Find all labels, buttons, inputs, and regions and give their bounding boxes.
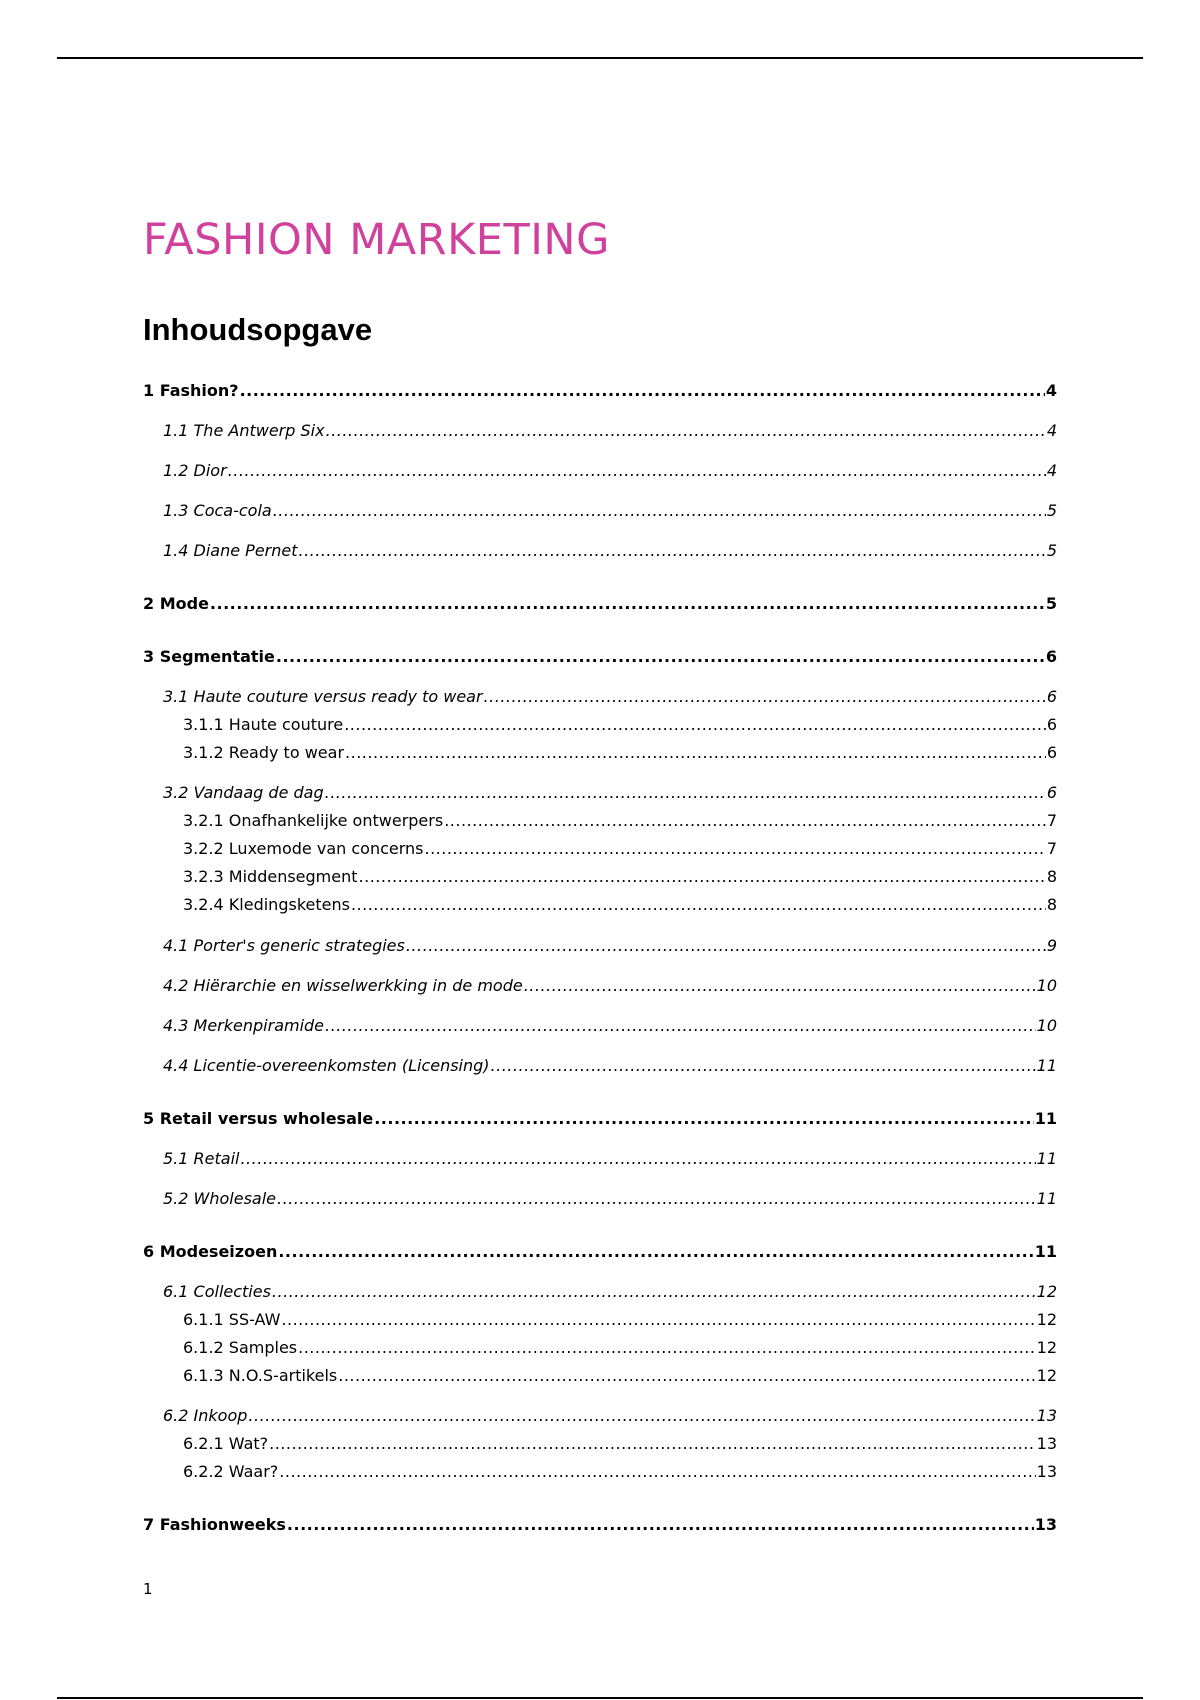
toc-dot-leader xyxy=(406,935,1046,957)
toc-entry-page: 7 xyxy=(1046,811,1057,830)
toc-dot-leader xyxy=(276,646,1045,668)
document-title: FASHION MARKETING xyxy=(143,215,610,265)
toc-entry-page: 11 xyxy=(1034,1109,1057,1128)
toc-entry-page: 9 xyxy=(1046,936,1057,955)
toc-entry-label: 3.2.2 Luxemode van concerns xyxy=(183,839,424,858)
toc-entry-page: 12 xyxy=(1036,1338,1057,1357)
toc-entry[interactable] xyxy=(143,1241,1057,1263)
toc-entry[interactable] xyxy=(183,894,1057,916)
toc-entry-label: 6 Modeseizoen xyxy=(143,1242,278,1261)
toc-entry-page: 4 xyxy=(1045,381,1057,400)
toc-entry-page: 12 xyxy=(1036,1310,1057,1329)
toc-dot-leader xyxy=(325,782,1046,804)
toc-entry[interactable] xyxy=(143,1108,1057,1130)
toc-dot-leader xyxy=(278,1241,1033,1263)
toc-entry-page: 12 xyxy=(1036,1282,1057,1301)
toc-entry-label: 3.2.3 Middensegment xyxy=(183,867,358,886)
toc-dot-leader xyxy=(359,866,1046,888)
toc-entry-page: 13 xyxy=(1036,1434,1057,1453)
toc-entry-label: 6.1.1 SS-AW xyxy=(183,1310,281,1329)
toc-entry[interactable] xyxy=(163,782,1057,804)
toc-entry[interactable] xyxy=(183,810,1057,832)
toc-entry-label: 4.2 Hiërarchie en wisselwerkking in de mode xyxy=(163,976,523,995)
toc-dot-leader xyxy=(287,1514,1034,1536)
toc-entry-page: 12 xyxy=(1036,1366,1057,1385)
toc-entry[interactable] xyxy=(163,420,1057,442)
toc-entry[interactable] xyxy=(163,1281,1057,1303)
toc-entry[interactable] xyxy=(183,1337,1057,1359)
toc-dot-leader xyxy=(281,1309,1035,1331)
toc-dot-leader xyxy=(444,810,1046,832)
toc-entry-page: 6 xyxy=(1046,715,1057,734)
toc-dot-leader xyxy=(326,420,1046,442)
toc-entry-page: 10 xyxy=(1036,976,1057,995)
toc-dot-leader xyxy=(325,1015,1036,1037)
toc-entry-label: 5.1 Retail xyxy=(163,1149,240,1168)
toc-entry-page: 6 xyxy=(1046,687,1057,706)
toc-entry[interactable] xyxy=(183,714,1057,736)
toc-entry-label: 1.3 Coca-cola xyxy=(163,501,272,520)
toc-entry-label: 3.1.2 Ready to wear xyxy=(183,743,345,762)
toc-entry-label: 4.1 Porter's generic strategies xyxy=(163,936,405,955)
toc-dot-leader xyxy=(338,1365,1035,1387)
toc-entry-page: 6 xyxy=(1045,647,1057,666)
toc-dot-leader xyxy=(248,1405,1035,1427)
toc-entry[interactable] xyxy=(163,1148,1057,1170)
toc-dot-leader xyxy=(425,838,1046,860)
toc-entry-label: 3.2 Vandaag de dag xyxy=(163,783,324,802)
toc-dot-leader xyxy=(269,1433,1035,1455)
toc-entry[interactable] xyxy=(183,838,1057,860)
toc-entry-label: 2 Mode xyxy=(143,594,209,613)
toc-entry[interactable] xyxy=(163,1405,1057,1427)
toc-dot-leader xyxy=(345,742,1046,764)
toc-entry-label: 6.2.1 Wat? xyxy=(183,1434,269,1453)
toc-entry-page: 6 xyxy=(1046,743,1057,762)
toc-entry-label: 6.1 Collecties xyxy=(163,1282,271,1301)
toc-dot-leader xyxy=(279,1461,1035,1483)
toc-entry[interactable] xyxy=(163,935,1057,957)
toc-entry-label: 3.1.1 Haute couture xyxy=(183,715,344,734)
top-rule xyxy=(57,57,1143,59)
toc-entry-page: 10 xyxy=(1036,1016,1057,1035)
toc-entry-page: 8 xyxy=(1046,867,1057,886)
toc-entry[interactable] xyxy=(143,380,1057,402)
toc-entry[interactable] xyxy=(183,742,1057,764)
toc-entry-page: 11 xyxy=(1034,1242,1057,1261)
toc-dot-leader xyxy=(273,500,1046,522)
bottom-rule xyxy=(57,1697,1143,1699)
toc-entry-label: 6.1.3 N.O.S-artikels xyxy=(183,1366,338,1385)
toc-dot-leader xyxy=(298,1337,1036,1359)
toc-entry[interactable] xyxy=(143,646,1057,668)
toc-dot-leader xyxy=(210,593,1045,615)
toc-dot-leader xyxy=(351,894,1046,916)
toc-entry-page: 11 xyxy=(1036,1189,1057,1208)
toc-entry-label: 4.4 Licentie-overeenkomsten (Licensing) xyxy=(163,1056,490,1075)
toc-dot-leader xyxy=(491,1055,1036,1077)
page-number: 1 xyxy=(143,1580,153,1598)
toc-entry-label: 5 Retail versus wholesale xyxy=(143,1109,374,1128)
toc-dot-leader xyxy=(484,686,1046,708)
toc-entry-label: 3 Segmentatie xyxy=(143,647,275,666)
toc-entry-page: 4 xyxy=(1046,421,1057,440)
toc-dot-leader xyxy=(272,1281,1036,1303)
toc-entry-label: 6.2 Inkoop xyxy=(163,1406,248,1425)
toc-entry-page: 11 xyxy=(1036,1056,1057,1075)
toc-entry[interactable] xyxy=(163,686,1057,708)
toc-entry-label: 4.3 Merkenpiramide xyxy=(163,1016,325,1035)
toc-entry[interactable] xyxy=(163,975,1057,997)
toc-entry-page: 13 xyxy=(1034,1515,1057,1534)
toc-dot-leader xyxy=(344,714,1046,736)
toc-entry[interactable] xyxy=(183,1309,1057,1331)
toc-entry[interactable] xyxy=(163,460,1057,482)
toc-entry-page: 5 xyxy=(1045,594,1057,613)
toc-dot-leader xyxy=(228,460,1046,482)
toc-entry[interactable] xyxy=(163,1188,1057,1210)
toc-entry[interactable] xyxy=(163,500,1057,522)
toc-entry-label: 3.1 Haute couture versus ready to wear xyxy=(163,687,483,706)
toc-dot-leader xyxy=(299,540,1046,562)
toc-heading: Inhoudsopgave xyxy=(143,312,373,347)
toc-entry-label: 5.2 Wholesale xyxy=(163,1189,276,1208)
toc-entry-page: 8 xyxy=(1046,895,1057,914)
toc-entry[interactable] xyxy=(183,1461,1057,1483)
toc-entry-page: 4 xyxy=(1046,461,1057,480)
toc-entry[interactable] xyxy=(143,1514,1057,1536)
toc-dot-leader xyxy=(374,1108,1034,1130)
toc-entry-label: 3.2.4 Kledingsketens xyxy=(183,895,350,914)
toc-dot-leader xyxy=(277,1188,1036,1210)
toc-entry-page: 5 xyxy=(1046,541,1057,560)
toc-entry-page: 7 xyxy=(1046,839,1057,858)
toc-entry-label: 1.1 The Antwerp Six xyxy=(163,421,325,440)
toc-entry[interactable] xyxy=(183,866,1057,888)
toc-entry-label: 1.4 Diane Pernet xyxy=(163,541,298,560)
toc-entry-page: 6 xyxy=(1046,783,1057,802)
toc-entry[interactable] xyxy=(183,1365,1057,1387)
toc-entry[interactable] xyxy=(163,1015,1057,1037)
toc-entry-label: 1 Fashion? xyxy=(143,381,239,400)
toc-entry[interactable] xyxy=(163,540,1057,562)
toc-dot-leader xyxy=(240,1148,1035,1170)
toc-entry[interactable] xyxy=(163,1055,1057,1077)
toc-dot-leader xyxy=(240,380,1045,402)
toc-dot-leader xyxy=(524,975,1036,997)
toc-entry[interactable] xyxy=(183,1433,1057,1455)
toc-entry-page: 5 xyxy=(1046,501,1057,520)
toc-entry-label: 7 Fashionweeks xyxy=(143,1515,286,1534)
toc-entry-label: 6.1.2 Samples xyxy=(183,1338,298,1357)
toc-entry-label: 3.2.1 Onafhankelijke ontwerpers xyxy=(183,811,444,830)
toc-entry-label: 6.2.2 Waar? xyxy=(183,1462,279,1481)
toc-entry-page: 11 xyxy=(1036,1149,1057,1168)
toc-entry[interactable] xyxy=(143,593,1057,615)
toc-entry-page: 13 xyxy=(1036,1462,1057,1481)
toc-entry-page: 13 xyxy=(1036,1406,1057,1425)
toc-entry-label: 1.2 Dior xyxy=(163,461,227,480)
